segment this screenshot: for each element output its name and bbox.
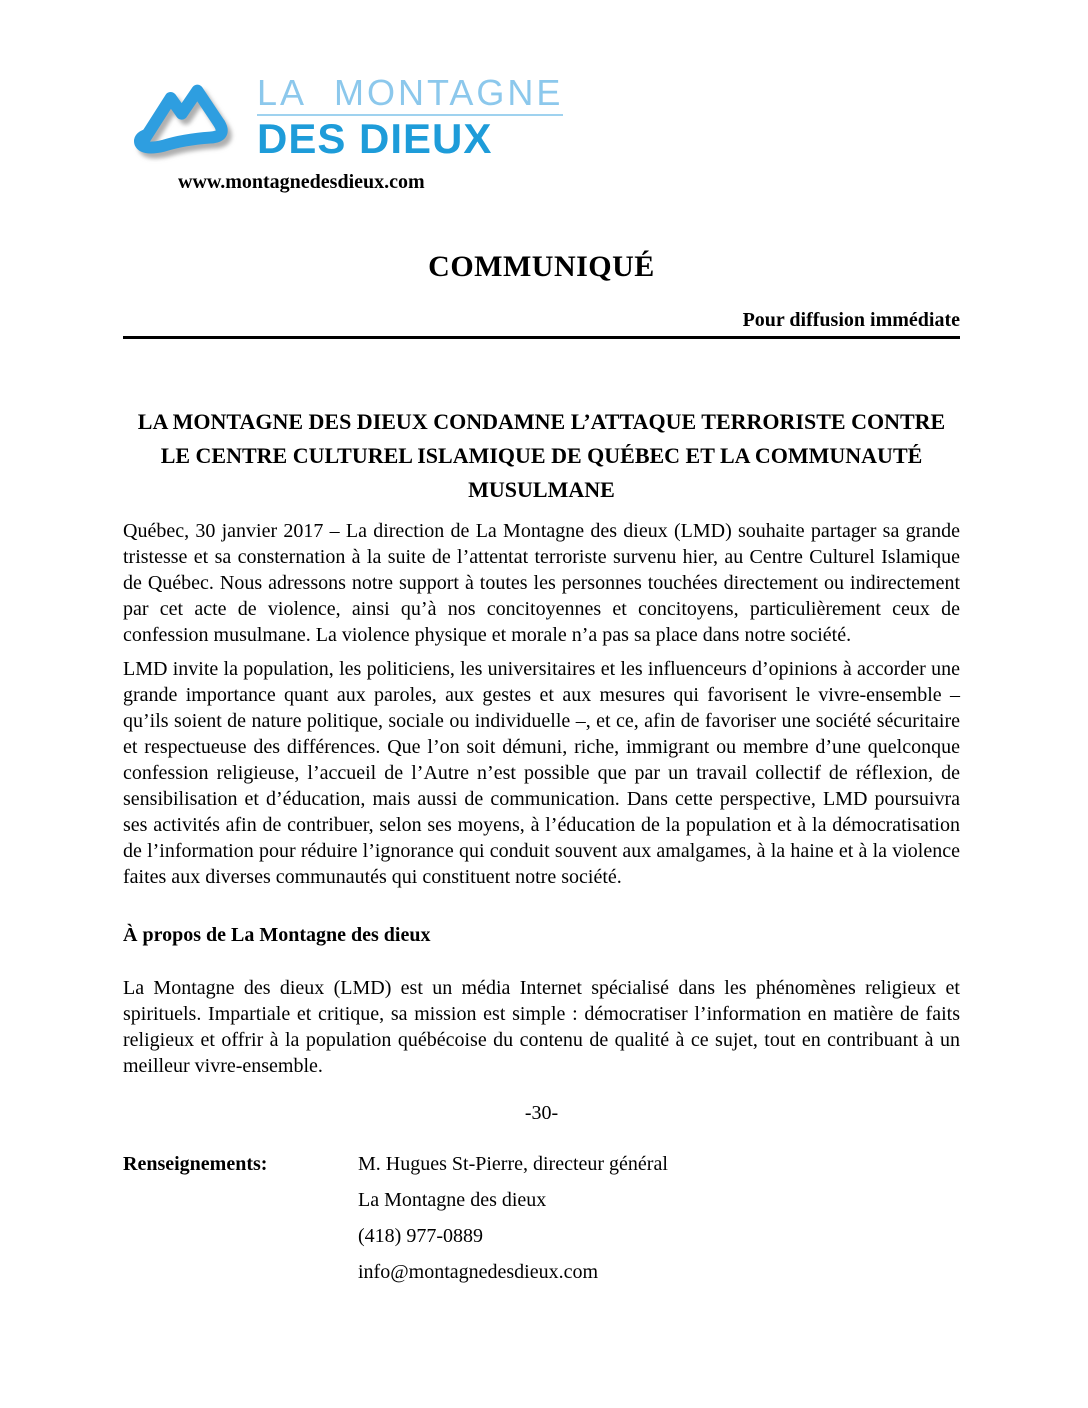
contact-section <box>123 1150 960 1294</box>
logo-block <box>123 72 960 194</box>
logo-text-la-montagne: LA MONTAGNE <box>257 75 563 116</box>
paragraph-2: LMD invite la population, les politiciens, les universitaires et les influenceurs d’opinions à accorder une grande importance quant aux paroles, aux gestes et aux mesures qui favorisent le vivre-ensemble – qu’ils soient de nature politique, sociale ou individuelle –, et ce, afin de favoriser une société sécuritaire et respectueuse des différences. Que l’on soit démuni, riche, immigrant ou membre d’une quelconque confession religieuse, l’accueil de l’Autre n’est possible que par un travail collectif de réflexion, de sensibilisation et d’éducation, mais aussi de communication. Dans cette perspective, LMD poursuivra ses activités afin de contribuer, selon ses moyens, à l’éducation de la population et à la démocratisation de l’information pour réduire l’ignorance qui conduit souvent aux amalgames, à la haine et à la violence faites aux diverses communautés qui constituent notre société. <box>123 658 960 888</box>
horizontal-rule <box>123 336 960 339</box>
contact-phone: (418) 977-0889 <box>358 1225 483 1247</box>
document-title: COMMUNIQUÉ <box>428 250 655 283</box>
logo-text-des-dieux: DES DIEUX <box>257 115 493 162</box>
contact-details <box>358 1150 668 1294</box>
end-mark: -30- <box>524 1102 559 1124</box>
headline: LA MONTAGNE DES DIEUX CONDAMNE L’ATTAQUE TERRORISTE CONTRE LE CENTRE CULTUREL ISLAMIQUE DE QUÉBEC ET LA COMMUNAUTÉ MUSULMANE <box>137 409 946 502</box>
about-heading: À propos de La Montagne des dieux <box>123 924 431 946</box>
contact-organization: La Montagne des dieux <box>358 1189 547 1211</box>
paragraph-1: Québec, 30 janvier 2017 – La direction de La Montagne des dieux (LMD) souhaite partager sa grande tristesse et sa consternation à la suite de l’attentat terroriste survenu hier, au Centre Culturel Islamique de Québec. Nous adressons notre support à toutes les personnes touchées directement ou indirectement par cet acte de violence, ainsi qu’à nos concitoyennes et concitoyens, particulièrement ceux de confession musulmane. La violence physique et morale n’a pas sa place dans notre société. <box>123 520 960 646</box>
logo-wordmark <box>257 72 564 162</box>
about-paragraph: La Montagne des dieux (LMD) est un média Internet spécialisé dans les phénomènes religieux et spirituels. Impartiale et critique, sa mission est simple : démocratiser l’information en matière de faits religieux et offrir à la population québécoise du contenu de qualité à ce sujet, tout en contribuant à un meilleur vivre-ensemble. <box>123 977 960 1077</box>
contact-email: info@montagnedesdieux.com <box>358 1261 599 1283</box>
contact-name: M. Hugues St-Pierre, directeur général <box>358 1153 668 1175</box>
contact-label: Renseignements: <box>123 1153 268 1175</box>
website-url: www.montagnedesdieux.com <box>178 171 425 193</box>
mountain-logo-icon <box>129 75 251 167</box>
release-note: Pour diffusion immédiate <box>742 309 960 331</box>
